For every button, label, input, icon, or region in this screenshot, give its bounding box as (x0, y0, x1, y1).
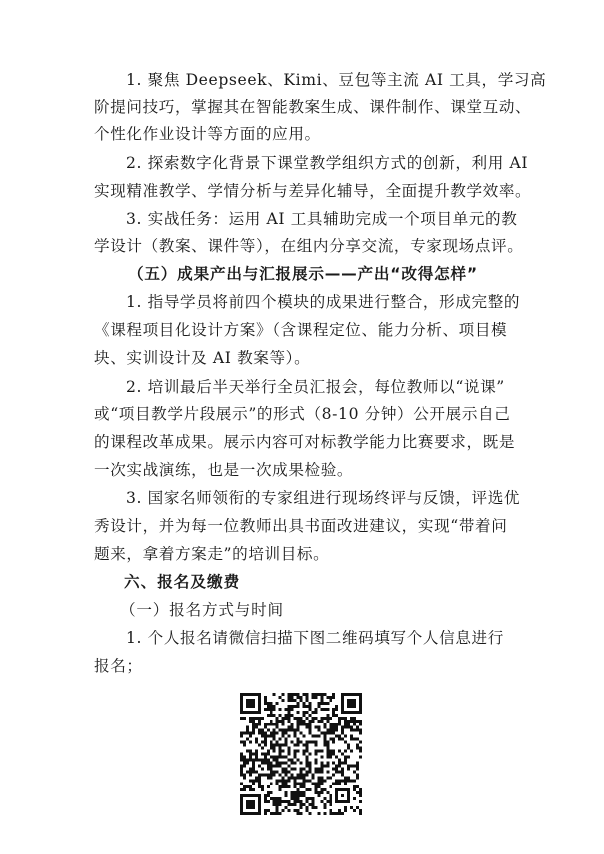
paragraph-line: 个性化作业设计等方面的应用。 (94, 125, 321, 143)
paragraph-line: 秀设计，并为每一位教师出具书面改进建议，实现“带着问 (94, 517, 508, 535)
registration-qr-code[interactable] (240, 693, 362, 815)
paragraph-line: 学设计（教案、课件等），在组内分享交流，专家现场点评。 (94, 237, 524, 255)
paragraph-line: 3. 实战任务：运用 AI 工具辅助完成一个项目单元的教 (126, 210, 518, 228)
paragraph-line: 实现精准教学、学情分析与差异化辅导，全面提升教学效率。 (94, 182, 532, 200)
paragraph-line: 2. 探索数字化背景下课堂教学组织方式的创新，利用 AI (126, 154, 529, 172)
paragraph-line: 1. 个人报名请微信扫描下图二维码填写个人信息进行 (126, 629, 504, 647)
paragraph-line: 块、实训设计及 AI 教案等）。 (94, 349, 311, 367)
paragraph-line: 《课程项目化设计方案》（含课程定位、能力分析、项目模 (94, 321, 508, 339)
section-subheading: （五）成果产出与汇报展示——产出“改得怎样” (128, 265, 478, 283)
paragraph-line: 报名； (94, 657, 143, 675)
paragraph-line: 1. 聚焦 Deepseek、Kimi、豆包等主流 AI 工具，学习高 (126, 71, 547, 89)
paragraph-line: 题来，拿着方案走”的培训目标。 (94, 545, 330, 563)
paragraph-line: 1. 指导学员将前四个模块的成果进行整合，形成完整的 (126, 293, 521, 311)
section-heading: 六、报名及缴费 (124, 573, 241, 591)
paragraph-line: 2. 培训最后半天举行全员汇报会，每位教师以“说课” (126, 378, 505, 396)
paragraph-line: 或“项目教学片段展示”的形式（8-10 分钟）公开展示自己 (94, 405, 511, 423)
paragraph-line: 一次实战演练，也是一次成果检验。 (94, 461, 354, 479)
paragraph-line: 阶提问技巧，掌握其在智能教案生成、课件制作、课堂互动、 (94, 98, 532, 116)
paragraph-line: 的课程改革成果。展示内容可对标教学能力比赛要求，既是 (94, 433, 516, 451)
paragraph-line: 3. 国家名师领衔的专家组进行现场终评与反馈，评选优 (126, 489, 521, 507)
subsection-heading: （一）报名方式与时间 (120, 601, 284, 619)
